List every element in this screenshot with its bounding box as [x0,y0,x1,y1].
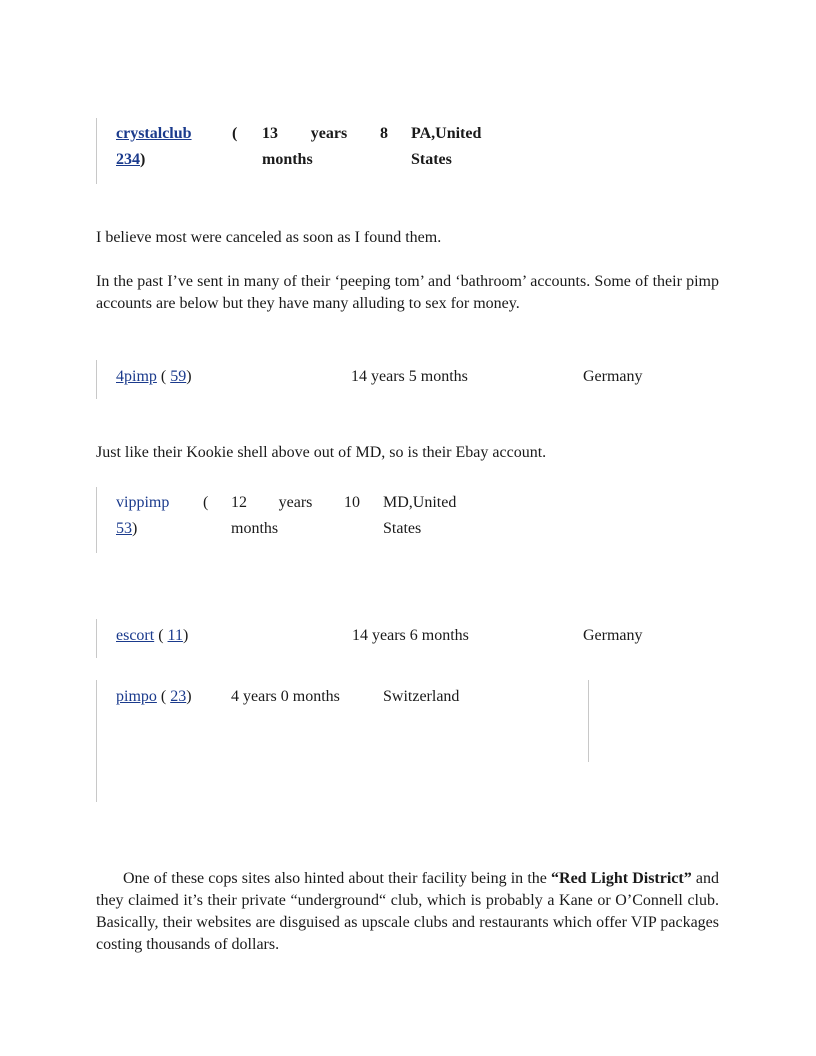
age-word: 10 [343,494,360,511]
paragraph [96,868,719,956]
paren-open: ( [156,368,171,385]
paren-close: ) [140,151,146,168]
row-divider [96,619,97,658]
crystalclub-row [116,121,506,173]
fourpimp-user-link[interactable]: 4pimp [116,368,157,385]
paren-close: ) [186,368,192,385]
location-line: PA,United [411,125,482,142]
location [411,121,481,173]
user-cell [116,364,192,390]
fourpimp-row [116,364,676,390]
pimpo-user-link[interactable]: pimpo [116,688,157,705]
location-line: States [411,151,452,168]
paragraph: I believe most were canceled as soon as I found them. [96,229,442,246]
count-cell [116,516,137,542]
paragraph-text: and they claimed it’s their private “underground“ club, which is probably a Kane or O’Connell club. Basically, their websites are disguised as upscale clubs and restaurants which offer VIP packages costing thousands of dollars. [96,870,719,953]
account-age: 14 years 6 months [352,627,469,644]
pimpo-count-link[interactable]: 23 [170,688,187,705]
age-word: months [231,520,279,537]
row-divider [588,680,589,762]
row-divider [96,118,97,184]
paren-close: ) [182,627,189,644]
escort-user-link[interactable]: escort [116,627,155,644]
escort-count-link[interactable]: 11 [167,627,183,644]
location: Switzerland [383,688,460,705]
location: Germany [583,627,643,644]
age-word: years [310,125,348,142]
paren-close: ) [186,688,192,705]
age-word: months [262,151,313,168]
vippimp-user-link[interactable]: vippimp [116,494,170,511]
location-line: States [383,520,422,537]
row-divider [96,487,97,553]
paragraph: Just like their Kookie shell above out of MD, so is their Ebay account. [96,444,547,461]
account-age [231,490,360,542]
user-cell [116,684,192,710]
age-word: 8 [380,125,388,142]
pimpo-row [116,684,576,710]
paragraph-text: One of these cops sites also hinted about their facility being in the [123,870,552,887]
crystalclub-count-link[interactable]: 234 [116,151,140,168]
location-line: MD,United [383,494,457,511]
location: Germany [583,368,643,385]
paren-open: ( [156,688,171,705]
vippimp-row [116,490,476,542]
count-cell [116,147,145,173]
age-word: 13 [262,125,278,142]
row-divider [96,360,97,399]
location [383,490,456,542]
age-word: 12 [231,494,247,511]
account-age: 14 years 5 months [351,368,468,385]
vippimp-count-link[interactable]: 53 [116,520,132,537]
age-word: years [278,494,313,511]
escort-row [116,623,676,649]
paragraph-emphasis: “Red Light District” [551,870,692,887]
user-cell [116,623,188,649]
row-divider [96,680,97,802]
paren-open: ( [232,125,238,142]
account-age: 4 years 0 months [231,688,340,705]
paragraph: In the past I’ve sent in many of their ‘peeping tom’ and ‘bathroom’ accounts. Some of their pimp accounts are below but they have many alluding to sex for money. [96,273,719,312]
account-age [262,121,388,173]
paren-close: ) [132,520,138,537]
paren-open: ( [203,494,209,511]
fourpimp-count-link[interactable]: 59 [170,368,187,385]
paren-open: ( [154,627,168,644]
crystalclub-user-link[interactable]: crystalclub [116,125,192,142]
